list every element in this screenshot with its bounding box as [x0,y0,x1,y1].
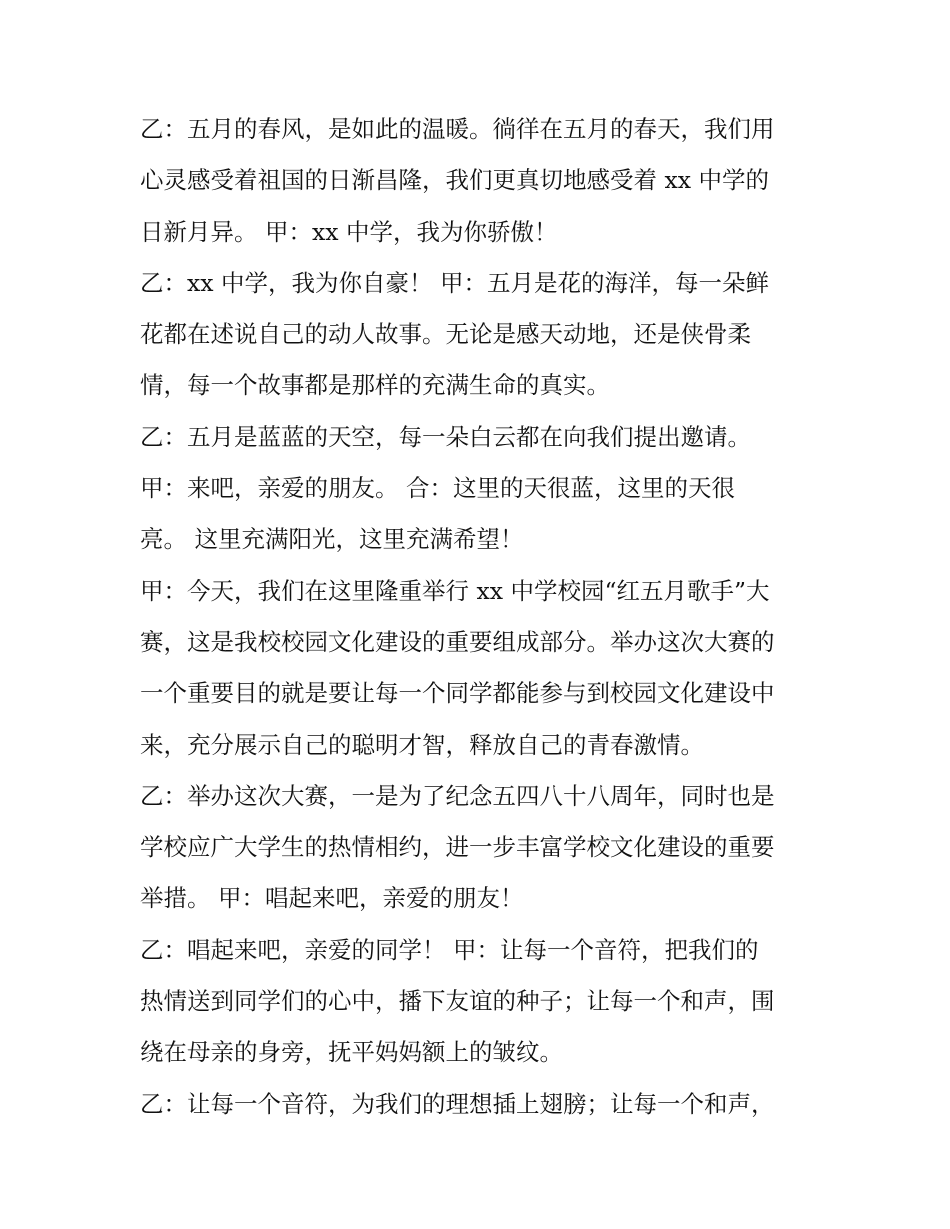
text-line: 绕在母亲的身旁，抚平妈妈额上的皱纹。 [140,1038,563,1067]
text-line: 日新月异。 甲：xx 中学，我为你骄傲！ [140,217,558,246]
text-line: 举措。 甲：唱起来吧，亲爱的朋友！ [140,884,524,913]
text-line: 乙：五月是蓝蓝的天空，每一朵白云都在向我们提出邀请。 [140,422,751,451]
script-text [140,104,830,1130]
text-line: 亮。 这里充满阳光，这里充满希望！ [140,525,524,554]
text-line: 乙：举办这次大赛，一是为了纪念五四八十八周年，同时也是 [140,781,775,810]
text-line: 乙：让每一个音符，为我们的理想插上翅膀；让每一个和声， [140,1089,775,1118]
text-line: 甲：今天，我们在这里隆重举行 xx 中学校园“红五月歌手”大 [140,576,770,605]
text-line: 乙：xx 中学，我为你自豪！ 甲：五月是花的海洋，每一朵鲜 [140,268,769,297]
text-line: 一个重要目的就是要让每一个同学都能参与到校园文化建设中 [140,679,775,708]
text-line: 花都在述说自己的动人故事。无论是感天动地，还是侠骨柔 [140,320,751,349]
text-line: 心灵感受着祖国的日渐昌隆，我们更真切地感受着 xx 中学的 [140,166,769,195]
text-line: 来，充分展示自己的聪明才智，释放自己的青春激情。 [140,730,704,759]
text-line: 甲：来吧，亲爱的朋友。 合：这里的天很蓝，这里的天很 [140,474,735,503]
text-line: 乙：五月的春风，是如此的温暖。徜徉在五月的春天，我们用 [140,115,775,143]
text-line: 热情送到同学们的心中，播下友谊的种子；让每一个和声，围 [140,987,775,1016]
text-line: 学校应广大学生的热情相约，进一步丰富学校文化建设的重要 [140,833,775,862]
text-line: 乙：唱起来吧，亲爱的同学！ 甲：让每一个音符，把我们的 [140,935,759,964]
text-line: 情，每一个故事都是那样的充满生命的真实。 [140,371,610,400]
text-line: 赛，这是我校校园文化建设的重要组成部分。举办这次大赛的 [140,627,775,656]
